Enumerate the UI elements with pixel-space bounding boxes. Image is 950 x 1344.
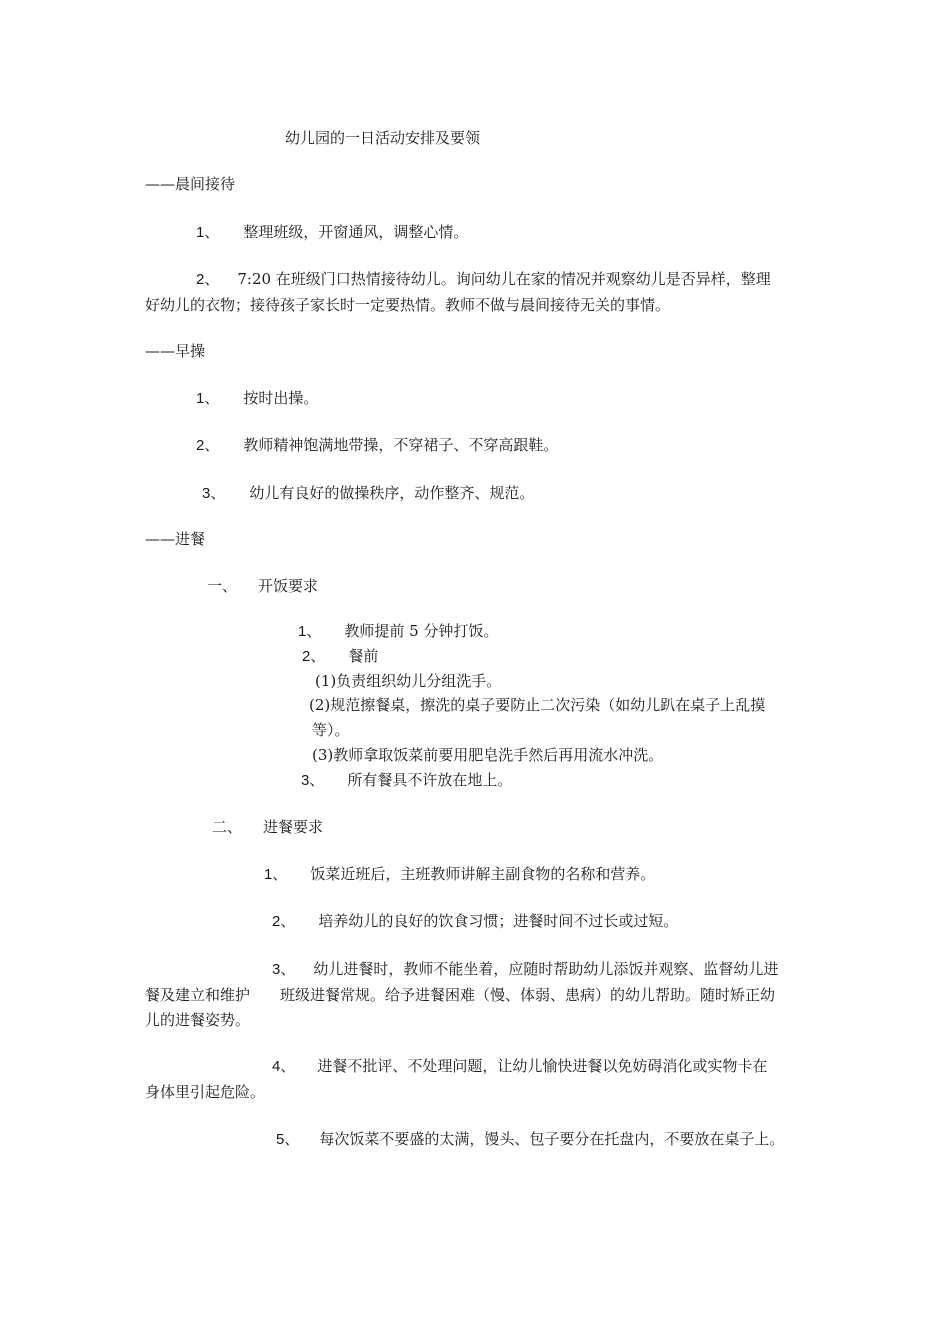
item-text: 餐前 xyxy=(348,647,379,665)
item-number: 4、 xyxy=(272,1058,296,1075)
item-text: 按时出操。 xyxy=(243,389,319,407)
list-item xyxy=(272,909,678,934)
subsection-heading xyxy=(207,574,318,598)
item-number: 2、 xyxy=(196,437,220,454)
list-item xyxy=(196,433,558,458)
item-text: 幼儿进餐时，教师不能坐着，应随时帮助幼儿添饭并观察、监督幼儿进 xyxy=(313,960,779,978)
list-item xyxy=(196,267,771,292)
item-text-part: 餐及建立和维护 xyxy=(145,986,251,1004)
item-text: 整理班级，开窗通风，调整心情。 xyxy=(243,223,469,241)
list-item xyxy=(264,862,655,887)
list-item xyxy=(302,644,378,669)
item-text-continued: 儿的进餐姿势。 xyxy=(145,1011,251,1029)
sub-item: (3)教师拿取饭菜前要用肥皂洗手然后再用流水冲洗。 xyxy=(312,746,664,764)
subsection-text: 进餐要求 xyxy=(263,818,324,836)
item-text: 教师提前 5 分钟打饭。 xyxy=(344,622,499,640)
item-text: 7:20 在班级门口热情接待幼儿。询问幼儿在家的情况并观察幼儿是否异样，整理 xyxy=(237,270,771,288)
list-item xyxy=(301,768,512,793)
subsection-number: 二、 xyxy=(212,818,243,836)
document-title: 幼儿园的一日活动安排及要领 xyxy=(285,129,481,147)
item-text: 每次饭菜不要盛的太满，馒头、包子要分在托盘内，不要放在桌子上。 xyxy=(319,1130,785,1148)
section-heading-reception: ——晨间接待 xyxy=(145,175,236,193)
item-number: 1、 xyxy=(298,623,322,640)
item-number: 3、 xyxy=(202,485,226,502)
subsection-text: 开饭要求 xyxy=(258,577,319,595)
item-text-continued xyxy=(145,983,775,1007)
list-item xyxy=(196,220,468,245)
list-item xyxy=(196,386,318,411)
sub-item: (1)负责组织幼儿分组洗手。 xyxy=(315,672,502,690)
item-number: 2、 xyxy=(272,913,296,930)
sub-item-continued: 等）。 xyxy=(312,721,350,739)
item-text-continued: 好幼儿的衣物；接待孩子家长时一定要热情。教师不做与晨间接待无关的事情。 xyxy=(145,296,671,314)
item-number: 3、 xyxy=(272,961,296,978)
item-text: 幼儿有良好的做操秩序，动作整齐、规范。 xyxy=(249,484,535,502)
list-item xyxy=(272,957,778,982)
item-number: 1、 xyxy=(196,390,220,407)
item-number: 2、 xyxy=(196,271,220,288)
list-item xyxy=(298,619,498,644)
item-number: 1、 xyxy=(196,224,220,241)
item-text: 所有餐具不许放在地上。 xyxy=(347,771,513,789)
subsection-number: 一、 xyxy=(207,577,238,595)
subsection-heading xyxy=(212,815,323,839)
list-item xyxy=(272,1054,767,1079)
item-number: 1、 xyxy=(264,866,288,883)
item-number: 2、 xyxy=(302,648,326,665)
item-text-part: 班级进餐常规。给予进餐困难（慢、体弱、患病）的幼儿帮助。随时矫正幼 xyxy=(280,986,776,1004)
section-heading-meals: ——进餐 xyxy=(145,530,206,548)
list-item xyxy=(276,1127,784,1152)
item-number: 3、 xyxy=(301,772,325,789)
item-text: 培养幼儿的良好的饮食习惯；进餐时间不过长或过短。 xyxy=(318,912,679,930)
sub-item: (2)规范擦餐桌，擦洗的桌子要防止二次污染（如幼儿趴在桌子上乱摸 xyxy=(309,696,766,714)
section-heading-exercise: ——早操 xyxy=(145,342,206,360)
item-text-continued: 身体里引起危险。 xyxy=(145,1083,266,1101)
item-number: 5、 xyxy=(276,1131,300,1148)
item-text: 教师精神饱满地带操，不穿裙子、不穿高跟鞋。 xyxy=(243,436,559,454)
item-text: 进餐不批评、不处理问题，让幼儿愉快进餐以免妨碍消化或实物卡在 xyxy=(317,1057,768,1075)
item-text: 饭菜近班后，主班教师讲解主副食物的名称和营养。 xyxy=(310,865,656,883)
list-item xyxy=(202,481,534,506)
